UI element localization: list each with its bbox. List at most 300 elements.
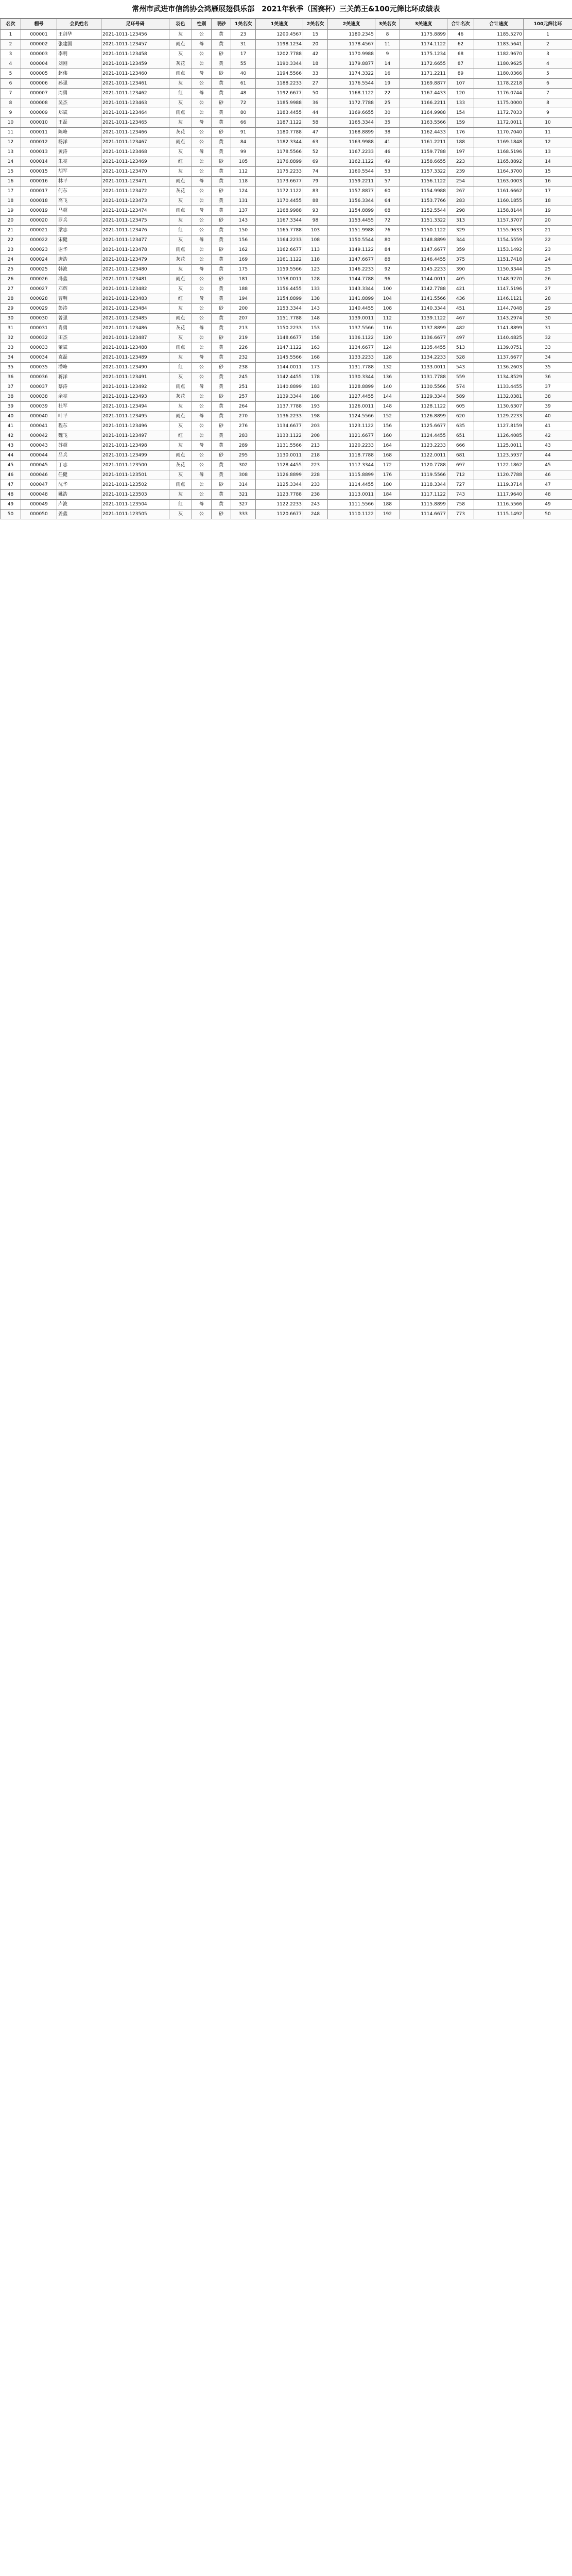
table-cell: 1148.9270 [474, 275, 524, 284]
table-cell: 胡军 [57, 167, 101, 177]
table-cell: 杨洋 [57, 138, 101, 147]
table-cell: 3 [524, 49, 572, 59]
table-cell: 16 [1, 177, 21, 187]
table-cell: 1175.8899 [400, 30, 447, 40]
table-cell: 1162.1122 [328, 157, 375, 167]
table-cell: 公 [192, 187, 212, 196]
table-cell: 2021-1011-123476 [101, 226, 169, 235]
table-cell: 1142.4455 [256, 372, 303, 382]
table-cell: 灰 [169, 196, 192, 206]
table-cell: 2021-1011-123471 [101, 177, 169, 187]
table-cell: 10 [524, 118, 572, 128]
table-row [1, 412, 572, 421]
table-cell: 124 [231, 187, 256, 196]
table-cell: 136 [375, 372, 400, 382]
table-cell: 砂 [212, 245, 231, 255]
table-cell: 母 [192, 69, 212, 79]
table-cell: 153 [303, 324, 328, 333]
table-cell: 35 [375, 118, 400, 128]
table-cell: 31 [1, 324, 21, 333]
table-cell: 47 [303, 128, 328, 138]
table-cell: 000035 [21, 363, 57, 372]
table-cell: 16 [375, 69, 400, 79]
table-cell: 1 [524, 30, 572, 40]
table-cell: 1140.4825 [474, 333, 524, 343]
table-cell: 母 [192, 412, 212, 421]
table-cell: 1156.4455 [256, 284, 303, 294]
table-cell: 390 [447, 265, 474, 275]
table-cell: 48 [1, 490, 21, 500]
table-cell: 1174.1122 [400, 40, 447, 49]
table-cell: 周勇 [57, 89, 101, 98]
table-cell: 133 [303, 284, 328, 294]
table-cell: 雨点 [169, 40, 192, 49]
table-cell: 1113.0011 [328, 490, 375, 500]
table-cell: 104 [375, 294, 400, 304]
table-cell: 1168.5196 [474, 147, 524, 157]
table-cell: 砂 [212, 157, 231, 167]
table-cell: 母 [192, 147, 212, 157]
table-cell: 灰 [169, 421, 192, 431]
table-cell: 1134.8529 [474, 372, 524, 382]
table-cell: 2021-1011-123505 [101, 510, 169, 519]
table-cell: 168 [303, 353, 328, 363]
table-cell: 蒋洋 [57, 372, 101, 382]
table-cell: 1164.9988 [400, 108, 447, 118]
table-cell: 公 [192, 128, 212, 138]
table-cell: 灰花 [169, 324, 192, 333]
table-cell: 1137.7788 [256, 402, 303, 412]
table-cell: 2021-1011-123504 [101, 500, 169, 510]
table-row [1, 255, 572, 265]
table-cell: 1144.7788 [328, 275, 375, 284]
header-stage2-speed: 2关速度 [328, 19, 375, 30]
table-cell: 1134.6677 [256, 421, 303, 431]
table-cell: 1134.2233 [400, 353, 447, 363]
table-cell: 黄 [212, 402, 231, 412]
table-cell: 198 [303, 412, 328, 421]
table-cell: 80 [375, 235, 400, 245]
table-cell: 27 [524, 284, 572, 294]
table-cell: 黄 [212, 206, 231, 216]
table-cell: 19 [524, 206, 572, 216]
table-cell: 727 [447, 480, 474, 490]
table-cell: 2021-1011-123483 [101, 294, 169, 304]
table-cell: 1119.5566 [400, 470, 447, 480]
table-cell: 000007 [21, 89, 57, 98]
table-cell: 42 [303, 49, 328, 59]
table-cell: 29 [524, 304, 572, 314]
table-cell: 黄 [212, 412, 231, 421]
table-cell: 雨点 [169, 138, 192, 147]
table-cell: 王剑华 [57, 30, 101, 40]
table-cell: 1192.6677 [256, 89, 303, 98]
table-cell: 23 [524, 245, 572, 255]
table-cell: 雨点 [169, 275, 192, 284]
table-cell: 2021-1011-123468 [101, 147, 169, 157]
table-cell: 公 [192, 255, 212, 265]
table-cell: 15 [1, 167, 21, 177]
table-cell: 60 [375, 187, 400, 196]
table-cell: 000023 [21, 245, 57, 255]
table-cell: 233 [303, 480, 328, 490]
table-cell: 红 [169, 431, 192, 441]
table-cell: 128 [303, 275, 328, 284]
table-cell: 000026 [21, 275, 57, 284]
table-cell: 黄 [212, 147, 231, 157]
document-title: 常州市武进市信鸽协会鸿雁展翅俱乐部 2021年秋季（国赛杯）三关鸽王&100元筛比环成绩表 [0, 0, 572, 19]
table-cell: 313 [447, 216, 474, 226]
table-cell: 188 [375, 500, 400, 510]
table-cell: 1116.5566 [474, 500, 524, 510]
table-cell: 172 [375, 461, 400, 470]
table-cell: 1123.1122 [328, 421, 375, 431]
table-cell: 8 [524, 98, 572, 108]
table-cell: 1121.6677 [328, 431, 375, 441]
table-cell: 砂 [212, 363, 231, 372]
table-cell: 1133.0011 [400, 363, 447, 372]
table-cell: 87 [447, 59, 474, 69]
header-100-ring: 100元筛比环 [524, 19, 572, 30]
table-cell: 公 [192, 196, 212, 206]
table-cell: 2021-1011-123487 [101, 333, 169, 343]
table-cell: 53 [375, 167, 400, 177]
table-cell: 1139.1122 [400, 314, 447, 324]
table-cell: 公 [192, 245, 212, 255]
table-cell: 灰 [169, 333, 192, 343]
table-cell: 1167.4433 [400, 89, 447, 98]
table-cell: 66 [231, 118, 256, 128]
table-cell: 1126.4085 [474, 431, 524, 441]
table-cell: 635 [447, 421, 474, 431]
table-cell: 49 [1, 500, 21, 510]
table-cell: 35 [524, 363, 572, 372]
table-cell: 母 [192, 206, 212, 216]
table-cell: 砂 [212, 128, 231, 138]
table-cell: 651 [447, 431, 474, 441]
table-cell: 6 [524, 79, 572, 89]
table-row [1, 216, 572, 226]
table-cell: 唐浩 [57, 255, 101, 265]
table-cell: 1182.9670 [474, 49, 524, 59]
table-cell: 000034 [21, 353, 57, 363]
header-member-name: 会员姓名 [57, 19, 101, 30]
table-cell: 000004 [21, 59, 57, 69]
table-cell: 1162.4433 [400, 128, 447, 138]
table-cell: 1159.2211 [328, 177, 375, 187]
table-cell: 砂 [212, 510, 231, 519]
table-cell: 砂 [212, 480, 231, 490]
table-cell: 红 [169, 500, 192, 510]
table-cell: 7 [524, 89, 572, 98]
table-cell: 1155.9633 [474, 226, 524, 235]
table-cell: 46 [447, 30, 474, 40]
table-cell: 1172.1122 [256, 187, 303, 196]
table-cell: 38 [375, 128, 400, 138]
table-cell: 000015 [21, 167, 57, 177]
table-cell: 卢波 [57, 500, 101, 510]
table-cell: 000021 [21, 226, 57, 235]
table-cell: 1159.5566 [256, 265, 303, 275]
table-cell: 89 [447, 69, 474, 79]
table-cell: 50 [1, 510, 21, 519]
table-cell: 116 [375, 324, 400, 333]
table-cell: 238 [231, 363, 256, 372]
table-row [1, 196, 572, 206]
header-stage3-speed: 3关速度 [400, 19, 447, 30]
table-cell: 1150.5544 [328, 235, 375, 245]
table-cell: 436 [447, 294, 474, 304]
table-cell: 母 [192, 235, 212, 245]
table-cell: 30 [375, 108, 400, 118]
table-cell: 黄 [212, 108, 231, 118]
table-body [1, 30, 572, 519]
table-cell: 148 [303, 314, 328, 324]
table-cell: 1163.0003 [474, 177, 524, 187]
table-cell: 1148.6677 [256, 333, 303, 343]
table-cell: 灰 [169, 510, 192, 519]
table-cell: 1158.0011 [256, 275, 303, 284]
table-cell: 327 [231, 500, 256, 510]
table-cell: 2021-1011-123496 [101, 421, 169, 431]
table-cell: 黄 [212, 59, 231, 69]
table-cell: 1161.2211 [400, 138, 447, 147]
table-cell: 1151.3322 [400, 216, 447, 226]
table-cell: 黄 [212, 30, 231, 40]
table-cell: 000022 [21, 235, 57, 245]
table-cell: 192 [375, 510, 400, 519]
table-row [1, 421, 572, 431]
table-cell: 1187.1122 [256, 118, 303, 128]
table-cell: 蔡涛 [57, 382, 101, 392]
table-cell: 1151.7788 [256, 314, 303, 324]
table-cell: 砂 [212, 333, 231, 343]
table-cell: 1154.8899 [256, 294, 303, 304]
table-cell: 248 [303, 510, 328, 519]
table-cell: 11 [524, 128, 572, 138]
table-cell: 2021-1011-123456 [101, 30, 169, 40]
table-cell: 133 [447, 98, 474, 108]
table-cell: 1125.3344 [256, 480, 303, 490]
table-cell: 42 [524, 431, 572, 441]
results-table [0, 19, 572, 519]
table-cell: 1153.3344 [256, 304, 303, 314]
table-cell: 1125.0011 [474, 441, 524, 451]
table-cell: 14 [524, 157, 572, 167]
table-cell: 91 [231, 128, 256, 138]
table-cell: 30 [524, 314, 572, 324]
table-cell: 14 [1, 157, 21, 167]
table-cell: 36 [1, 372, 21, 382]
table-cell: 000016 [21, 177, 57, 187]
table-cell: 2021-1011-123503 [101, 490, 169, 500]
table-cell: 1141.5566 [400, 294, 447, 304]
table-row [1, 275, 572, 284]
table-cell: 333 [231, 510, 256, 519]
table-row [1, 363, 572, 372]
table-cell: 38 [524, 392, 572, 402]
table-cell: 32 [524, 333, 572, 343]
table-cell: 2021-1011-123462 [101, 89, 169, 98]
table-cell: 1185.5270 [474, 30, 524, 40]
table-row [1, 470, 572, 480]
table-cell: 刘刚 [57, 59, 101, 69]
table-cell: 321 [231, 490, 256, 500]
table-cell: 1169.1848 [474, 138, 524, 147]
table-cell: 169 [231, 255, 256, 265]
table-cell: 1120.7788 [400, 461, 447, 470]
table-cell: 1145.5566 [256, 353, 303, 363]
table-cell: 31 [231, 40, 256, 49]
table-cell: 砂 [212, 216, 231, 226]
table-cell: 257 [231, 392, 256, 402]
table-cell: 1131.7788 [400, 372, 447, 382]
table-cell: 赵伟 [57, 69, 101, 79]
table-cell: 194 [231, 294, 256, 304]
table-cell: 1125.6677 [400, 421, 447, 431]
table-cell: 1147.5196 [474, 284, 524, 294]
table-cell: 138 [303, 294, 328, 304]
table-cell: 31 [524, 324, 572, 333]
table-cell: 1175.2233 [256, 167, 303, 177]
table-cell: 1143.2974 [474, 314, 524, 324]
table-cell: 41 [524, 421, 572, 431]
table-cell: 22 [375, 89, 400, 98]
table-cell: 24 [1, 255, 21, 265]
table-cell: 母 [192, 353, 212, 363]
table-cell: 灰 [169, 118, 192, 128]
header-ring-no: 足环号码 [101, 19, 169, 30]
table-cell: 1130.0011 [256, 451, 303, 461]
table-cell: 22 [524, 235, 572, 245]
table-cell: 潘峰 [57, 363, 101, 372]
header-stage1-rank: 1关名次 [231, 19, 256, 30]
table-cell: 19 [1, 206, 21, 216]
table-cell: 黄 [212, 255, 231, 265]
table-cell: 黄 [212, 177, 231, 187]
table-cell: 7 [1, 89, 21, 98]
table-cell: 黄 [212, 118, 231, 128]
table-cell: 2021-1011-123485 [101, 314, 169, 324]
table-cell: 184 [375, 490, 400, 500]
table-cell: 173 [303, 363, 328, 372]
table-cell: 34 [1, 353, 21, 363]
table-cell: 1120.7788 [474, 470, 524, 480]
table-cell: 666 [447, 441, 474, 451]
table-cell: 144 [375, 392, 400, 402]
table-cell: 203 [303, 421, 328, 431]
table-row [1, 431, 572, 441]
table-cell: 灰花 [169, 187, 192, 196]
table-cell: 1128.1122 [400, 402, 447, 412]
table-cell: 1188.2233 [256, 79, 303, 89]
table-cell: 黄 [212, 490, 231, 500]
table-cell: 公 [192, 275, 212, 284]
table-cell: 灰 [169, 216, 192, 226]
table-cell: 1158.8144 [474, 206, 524, 216]
table-cell: 20 [303, 40, 328, 49]
table-cell: 103 [303, 226, 328, 235]
table-cell: 6 [1, 79, 21, 89]
table-cell: 681 [447, 451, 474, 461]
table-cell: 112 [375, 314, 400, 324]
table-cell: 47 [524, 480, 572, 490]
table-cell: 96 [375, 275, 400, 284]
table-row [1, 500, 572, 510]
table-cell: 黄 [212, 500, 231, 510]
table-cell: 公 [192, 333, 212, 343]
table-cell: 000040 [21, 412, 57, 421]
table-cell: 1179.8877 [328, 59, 375, 69]
table-cell: 18 [303, 59, 328, 69]
table-cell: 8 [1, 98, 21, 108]
table-cell: 302 [231, 461, 256, 470]
table-cell: 68 [447, 49, 474, 59]
table-cell: 43 [524, 441, 572, 451]
table-cell: 2021-1011-123499 [101, 451, 169, 461]
table-cell: 林平 [57, 177, 101, 187]
table-cell: 1118.7788 [328, 451, 375, 461]
table-cell: 董斌 [57, 343, 101, 353]
table-cell: 40 [524, 412, 572, 421]
table-cell: 1131.7788 [328, 363, 375, 372]
table-cell: 513 [447, 343, 474, 353]
table-cell: 1142.7788 [400, 284, 447, 294]
table-cell: 9 [1, 108, 21, 118]
table-cell: 160 [375, 431, 400, 441]
table-cell: 000033 [21, 343, 57, 353]
table-cell: 灰 [169, 98, 192, 108]
table-cell: 140 [375, 382, 400, 392]
table-cell: 1178.5566 [256, 147, 303, 157]
table-cell: 雨点 [169, 108, 192, 118]
table-cell: 1168.8899 [328, 128, 375, 138]
table-cell: 吕兵 [57, 451, 101, 461]
table-cell: 1159.7788 [400, 147, 447, 157]
table-cell: 公 [192, 372, 212, 382]
table-cell: 68 [375, 206, 400, 216]
table-cell: 灰 [169, 372, 192, 382]
table-cell: 1136.2233 [256, 412, 303, 421]
table-row [1, 294, 572, 304]
table-cell: 574 [447, 382, 474, 392]
table-cell: 灰 [169, 490, 192, 500]
table-cell: 2021-1011-123480 [101, 265, 169, 275]
table-cell: 灰 [169, 441, 192, 451]
table-cell: 48 [524, 490, 572, 500]
table-cell: 灰 [169, 235, 192, 245]
table-cell: 魏飞 [57, 431, 101, 441]
table-cell: 92 [375, 265, 400, 275]
table-cell: 154 [447, 108, 474, 118]
table-row [1, 402, 572, 412]
table-cell: 1168.1122 [328, 89, 375, 98]
table-cell: 283 [447, 196, 474, 206]
table-cell: 98 [303, 216, 328, 226]
table-cell: 黄 [212, 441, 231, 451]
table-cell: 12 [524, 138, 572, 147]
table-cell: 61 [231, 79, 256, 89]
table-cell: 黄 [212, 226, 231, 235]
table-cell: 1134.6677 [328, 343, 375, 353]
table-cell: 2021-1011-123472 [101, 187, 169, 196]
table-cell: 697 [447, 461, 474, 470]
table-cell: 40 [231, 69, 256, 79]
table-cell: 灰 [169, 147, 192, 157]
table-cell: 605 [447, 402, 474, 412]
table-cell: 1170.9988 [328, 49, 375, 59]
table-cell: 余亮 [57, 392, 101, 402]
